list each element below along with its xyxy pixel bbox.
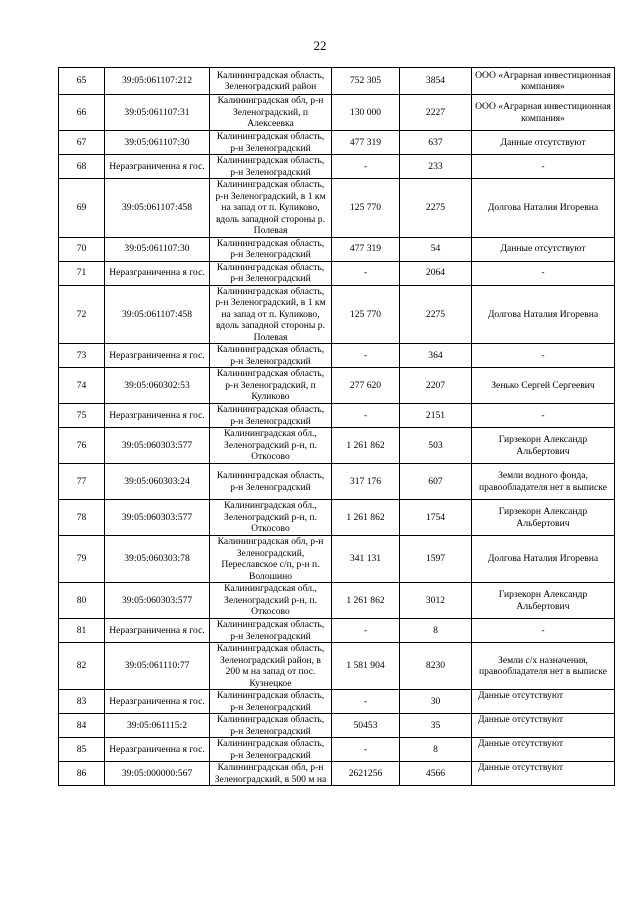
address-cell: Калининградская область, р-н Зеленоградский bbox=[210, 619, 332, 643]
row-number-cell: 66 bbox=[59, 95, 105, 131]
area-cell: 2227 bbox=[400, 95, 472, 131]
address-cell: Калининградская область, Зеленоградский район, в 200 м на запад от пос. Кузнецкое bbox=[210, 643, 332, 690]
cadastral-number-cell: 39:05:060303:78 bbox=[105, 536, 210, 583]
cadastral-value-cell: - bbox=[332, 690, 400, 714]
row-number-cell: 72 bbox=[59, 285, 105, 344]
area-cell: 8 bbox=[400, 619, 472, 643]
owner-cell: Земли водного фонда, правообладателя нет в выписке bbox=[472, 464, 615, 500]
row-number-cell: 83 bbox=[59, 690, 105, 714]
cadastral-number-cell: 39:05:061115:2 bbox=[105, 714, 210, 738]
cadastral-number-cell: Неразграниченна я гос. bbox=[105, 738, 210, 762]
cadastral-value-cell: 1 581 904 bbox=[332, 643, 400, 690]
cadastral-number-cell: Неразграниченна я гос. bbox=[105, 344, 210, 368]
area-cell: 1597 bbox=[400, 536, 472, 583]
area-cell: 8 bbox=[400, 738, 472, 762]
cadastral-number-cell: 39:05:060303:577 bbox=[105, 500, 210, 536]
cadastral-number-cell: Неразграниченна я гос. bbox=[105, 619, 210, 643]
table-row bbox=[59, 619, 615, 643]
owner-cell: - bbox=[472, 619, 615, 643]
owner-cell: Данные отсутствуют bbox=[472, 738, 615, 762]
cadastral-value-cell: - bbox=[332, 404, 400, 428]
area-cell: 4566 bbox=[400, 762, 472, 786]
owner-cell: Гирзекорн Александр Альбертович bbox=[472, 428, 615, 464]
table-row bbox=[59, 179, 615, 238]
cadastral-value-cell: 125 770 bbox=[332, 285, 400, 344]
owner-cell: Гирзекорн Александр Альбертович bbox=[472, 500, 615, 536]
address-cell: Калининградская обл, р-н Зеленоградский, в 500 м на bbox=[210, 762, 332, 786]
cadastral-value-cell: 1 261 862 bbox=[332, 500, 400, 536]
table-row bbox=[59, 428, 615, 464]
address-cell: Калининградская обл., Зеленоградский р-н, п. Откосово bbox=[210, 500, 332, 536]
area-cell: 2151 bbox=[400, 404, 472, 428]
address-cell: Калининградская область, р-н Зеленоградский bbox=[210, 404, 332, 428]
row-number-cell: 65 bbox=[59, 68, 105, 95]
table-row bbox=[59, 344, 615, 368]
owner-cell: Данные отсутствуют bbox=[472, 762, 615, 786]
cadastral-value-cell: 1 261 862 bbox=[332, 428, 400, 464]
cadastral-number-cell: 39:05:060303:24 bbox=[105, 464, 210, 500]
address-cell: Калининградская область, р-н Зеленоградский, в 1 км на запад от п. Куликово, вдоль западной стороны р. Полевая bbox=[210, 285, 332, 344]
land-plots-table bbox=[58, 67, 615, 786]
address-cell: Калининградская обл, р-н Зеленоградский, п Алексеевка bbox=[210, 95, 332, 131]
cadastral-number-cell: 39:05:061110:77 bbox=[105, 643, 210, 690]
table-row bbox=[59, 285, 615, 344]
table-row bbox=[59, 464, 615, 500]
area-cell: 233 bbox=[400, 155, 472, 179]
table-row bbox=[59, 738, 615, 762]
cadastral-number-cell: Неразграниченна я гос. bbox=[105, 261, 210, 285]
row-number-cell: 71 bbox=[59, 261, 105, 285]
cadastral-value-cell: 1 261 862 bbox=[332, 583, 400, 619]
table-row bbox=[59, 536, 615, 583]
cadastral-value-cell: 50453 bbox=[332, 714, 400, 738]
row-number-cell: 80 bbox=[59, 583, 105, 619]
address-cell: Калининградская область, р-н Зеленоградский bbox=[210, 237, 332, 261]
page-number: 22 bbox=[313, 38, 327, 53]
area-cell: 607 bbox=[400, 464, 472, 500]
cadastral-number-cell: 39:05:061107:458 bbox=[105, 285, 210, 344]
address-cell: Калининградская область, р-н Зеленоградский bbox=[210, 344, 332, 368]
area-cell: 637 bbox=[400, 131, 472, 155]
area-cell: 2064 bbox=[400, 261, 472, 285]
owner-cell: Зенько Сергей Сергеевич bbox=[472, 368, 615, 404]
table-row bbox=[59, 155, 615, 179]
area-cell: 364 bbox=[400, 344, 472, 368]
owner-cell: Долгова Наталия Игоревна bbox=[472, 285, 615, 344]
area-cell: 2207 bbox=[400, 368, 472, 404]
cadastral-value-cell: 477 319 bbox=[332, 131, 400, 155]
table-row bbox=[59, 368, 615, 404]
address-cell: Калининградская область, р-н Зеленоградский bbox=[210, 464, 332, 500]
address-cell: Калининградская область, р-н Зеленоградский bbox=[210, 738, 332, 762]
cadastral-number-cell: 39:05:060303:577 bbox=[105, 583, 210, 619]
owner-cell: Данные отсутствуют bbox=[472, 714, 615, 738]
cadastral-value-cell: 130 000 bbox=[332, 95, 400, 131]
owner-cell: - bbox=[472, 155, 615, 179]
owner-cell: ООО «Аграрная инвестиционная компания» bbox=[472, 95, 615, 131]
address-cell: Калининградская область, р-н Зеленоградский, в 1 км на запад от п. Куликово, вдоль западной стороны р. Полевая bbox=[210, 179, 332, 238]
area-cell: 503 bbox=[400, 428, 472, 464]
row-number-cell: 85 bbox=[59, 738, 105, 762]
area-cell: 2275 bbox=[400, 179, 472, 238]
row-number-cell: 68 bbox=[59, 155, 105, 179]
table-row bbox=[59, 583, 615, 619]
cadastral-value-cell: - bbox=[332, 619, 400, 643]
address-cell: Калининградская область, р-н Зеленоградский bbox=[210, 714, 332, 738]
row-number-cell: 84 bbox=[59, 714, 105, 738]
cadastral-number-cell: 39:05:061107:458 bbox=[105, 179, 210, 238]
table-row bbox=[59, 690, 615, 714]
cadastral-number-cell: Неразграниченна я гос. bbox=[105, 690, 210, 714]
area-cell: 8230 bbox=[400, 643, 472, 690]
cadastral-number-cell: 39:05:061107:31 bbox=[105, 95, 210, 131]
area-cell: 35 bbox=[400, 714, 472, 738]
cadastral-value-cell: 752 305 bbox=[332, 68, 400, 95]
owner-cell: - bbox=[472, 261, 615, 285]
address-cell: Калининградская обл., Зеленоградский р-н, п. Откосово bbox=[210, 583, 332, 619]
owner-cell: Данные отсутствуют bbox=[472, 131, 615, 155]
table-row bbox=[59, 714, 615, 738]
cadastral-number-cell: 39:05:061107:30 bbox=[105, 131, 210, 155]
table-row bbox=[59, 95, 615, 131]
row-number-cell: 78 bbox=[59, 500, 105, 536]
owner-cell: Долгова Наталия Игоревна bbox=[472, 536, 615, 583]
cadastral-value-cell: - bbox=[332, 738, 400, 762]
cadastral-number-cell: 39:05:060303:577 bbox=[105, 428, 210, 464]
cadastral-value-cell: 277 620 bbox=[332, 368, 400, 404]
row-number-cell: 75 bbox=[59, 404, 105, 428]
table-row bbox=[59, 131, 615, 155]
area-cell: 2275 bbox=[400, 285, 472, 344]
address-cell: Калининградская обл., Зеленоградский р-н, п. Откосово bbox=[210, 428, 332, 464]
cadastral-value-cell: - bbox=[332, 344, 400, 368]
cadastral-value-cell: - bbox=[332, 261, 400, 285]
table-row bbox=[59, 261, 615, 285]
cadastral-value-cell: - bbox=[332, 155, 400, 179]
table-row bbox=[59, 643, 615, 690]
area-cell: 30 bbox=[400, 690, 472, 714]
cadastral-value-cell: 125 770 bbox=[332, 179, 400, 238]
cadastral-number-cell: Неразграниченна я гос. bbox=[105, 155, 210, 179]
table-row bbox=[59, 762, 615, 786]
table-row bbox=[59, 404, 615, 428]
row-number-cell: 81 bbox=[59, 619, 105, 643]
cadastral-value-cell: 341 131 bbox=[332, 536, 400, 583]
row-number-cell: 86 bbox=[59, 762, 105, 786]
table-row bbox=[59, 68, 615, 95]
cadastral-value-cell: 317 176 bbox=[332, 464, 400, 500]
row-number-cell: 67 bbox=[59, 131, 105, 155]
area-cell: 3854 bbox=[400, 68, 472, 95]
address-cell: Калининградская область, р-н Зеленоградский bbox=[210, 690, 332, 714]
owner-cell: ООО «Аграрная инвестиционная компания» bbox=[472, 68, 615, 95]
row-number-cell: 79 bbox=[59, 536, 105, 583]
cadastral-number-cell: 39:05:060302:53 bbox=[105, 368, 210, 404]
row-number-cell: 69 bbox=[59, 179, 105, 238]
cadastral-number-cell: 39:05:000000:567 bbox=[105, 762, 210, 786]
row-number-cell: 77 bbox=[59, 464, 105, 500]
table-row bbox=[59, 500, 615, 536]
owner-cell: Данные отсутствуют bbox=[472, 237, 615, 261]
owner-cell: - bbox=[472, 344, 615, 368]
table-row bbox=[59, 237, 615, 261]
area-cell: 1754 bbox=[400, 500, 472, 536]
cadastral-value-cell: 477 319 bbox=[332, 237, 400, 261]
cadastral-number-cell: Неразграниченна я гос. bbox=[105, 404, 210, 428]
owner-cell: Гирзекорн Александр Альбертович bbox=[472, 583, 615, 619]
owner-cell: Земли с/х назначения, правообладателя нет в выписке bbox=[472, 643, 615, 690]
owner-cell: - bbox=[472, 404, 615, 428]
row-number-cell: 73 bbox=[59, 344, 105, 368]
cadastral-number-cell: 39:05:061107:30 bbox=[105, 237, 210, 261]
address-cell: Калининградская область, р-н Зеленоградский bbox=[210, 261, 332, 285]
area-cell: 54 bbox=[400, 237, 472, 261]
area-cell: 3012 bbox=[400, 583, 472, 619]
row-number-cell: 82 bbox=[59, 643, 105, 690]
row-number-cell: 70 bbox=[59, 237, 105, 261]
address-cell: Калининградская обл, р-н Зеленоградский, Переславское с/п, р-н п. Волошино bbox=[210, 536, 332, 583]
owner-cell: Долгова Наталия Игоревна bbox=[472, 179, 615, 238]
cadastral-value-cell: 2621256 bbox=[332, 762, 400, 786]
address-cell: Калининградская область, Зеленоградский район bbox=[210, 68, 332, 95]
address-cell: Калининградская область, р-н Зеленоградский bbox=[210, 155, 332, 179]
owner-cell: Данные отсутствуют bbox=[472, 690, 615, 714]
table-body bbox=[59, 68, 615, 786]
cadastral-number-cell: 39:05:061107:212 bbox=[105, 68, 210, 95]
address-cell: Калининградская область, р-н Зеленоградский, п Куликово bbox=[210, 368, 332, 404]
row-number-cell: 76 bbox=[59, 428, 105, 464]
row-number-cell: 74 bbox=[59, 368, 105, 404]
address-cell: Калининградская область, р-н Зеленоградский bbox=[210, 131, 332, 155]
